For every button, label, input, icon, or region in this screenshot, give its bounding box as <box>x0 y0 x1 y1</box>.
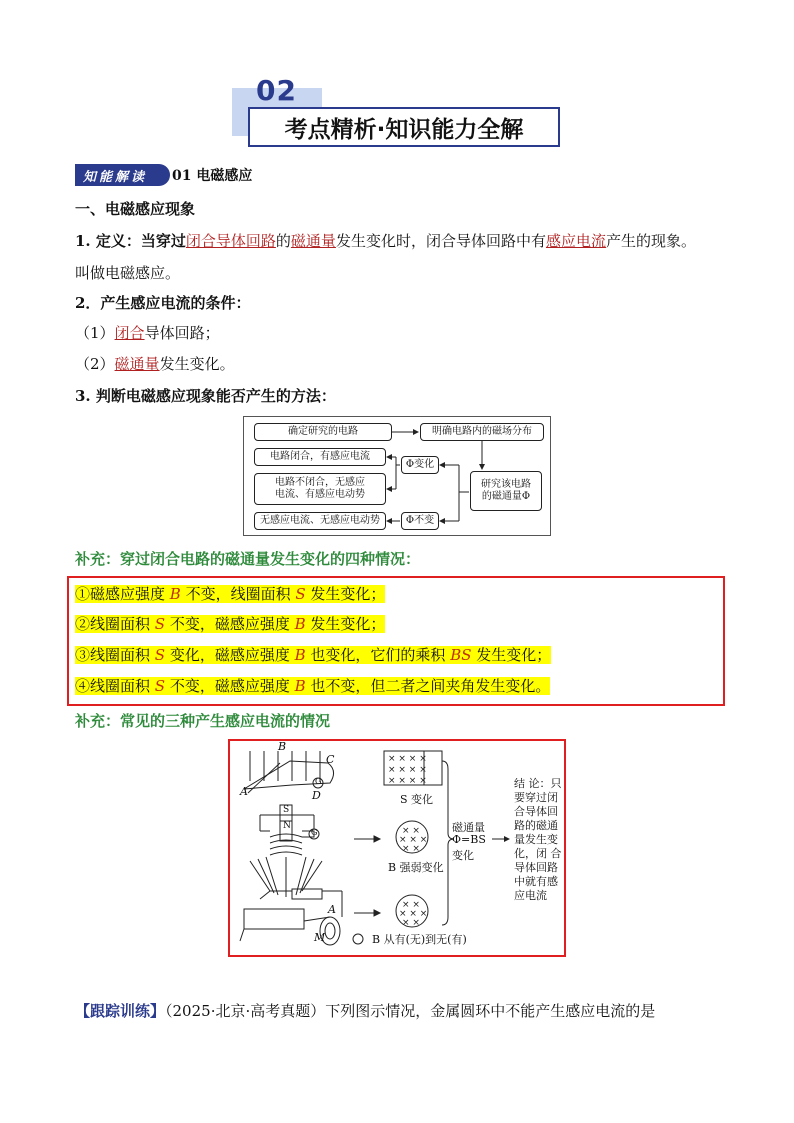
flow-box-open-line1: 电路不闭合，无感应 <box>275 477 365 488</box>
svg-text:× ×: × × <box>402 844 420 854</box>
magnet-N-label: N <box>283 821 291 831</box>
three-cases-figure <box>228 739 566 957</box>
flow-box-study-flux <box>470 471 542 511</box>
case3-a: ③线圈面积 <box>75 646 155 664</box>
label-D: D <box>312 789 321 802</box>
galvanometer-2-label: G <box>311 828 318 837</box>
conclusion-line: 中就有感 <box>514 875 558 888</box>
svg-text:× × × ×: × × × × <box>388 776 427 786</box>
conclusion-line: 结 论：只 <box>514 777 562 790</box>
cond2-term: 磁通量 <box>114 355 160 373</box>
flux-formula: Φ=BS <box>452 833 486 846</box>
case-4 <box>75 676 550 696</box>
label-A: A <box>240 785 248 798</box>
case4-c: 也不变，但二者之间夹角发生变化。 <box>305 677 551 695</box>
condition-2 <box>75 353 235 375</box>
def-term-current: 感应电流 <box>545 232 606 250</box>
case4-var-s: S <box>154 677 166 695</box>
flow-box-field-distribution: 明确电路内的磁场分布 <box>420 423 544 441</box>
case2-var-b: B <box>294 615 306 633</box>
def-suffix: 产生的现象。 <box>605 232 696 250</box>
flow-box-closed-circuit: 电路闭合，有感应电流 <box>254 448 386 466</box>
svg-text:× × × ×: × × × × <box>388 765 427 775</box>
cond1-suffix: 导体回路； <box>144 324 220 342</box>
condition-1 <box>75 322 220 344</box>
case2-c: 发生变化； <box>305 615 386 633</box>
caption-B-appears-disappears: B 从有(无)到无(有) <box>372 933 467 946</box>
conclusion-line: 量发生变 <box>514 833 558 846</box>
flow-box-open-circuit <box>254 473 386 505</box>
practice-tag: 【跟踪训练】 <box>75 1002 166 1020</box>
conclusion-line: 路的磁通 <box>514 819 558 832</box>
case1-var-b: B <box>169 585 181 603</box>
magnet-S-label: S <box>283 805 290 815</box>
section-number: 02 <box>256 74 297 107</box>
flowchart <box>243 416 551 536</box>
caption-B-strength-changes: B 强弱变化 <box>388 861 444 874</box>
flow-box-no-current: 无感应电流、无感应电动势 <box>254 512 386 530</box>
case2-a: ②线圈面积 <box>75 615 155 633</box>
def-term-closed-loop: 闭合导体回路 <box>185 232 276 250</box>
case-3 <box>75 645 551 665</box>
label-M: M <box>314 931 326 944</box>
four-cases-box <box>67 576 725 706</box>
cond2-suffix: 发生变化。 <box>159 355 235 373</box>
case3-d: 发生变化； <box>471 646 552 664</box>
case4-b: 不变，磁感应强度 <box>165 677 295 695</box>
cond1-prefix: （1） <box>75 324 115 342</box>
case3-c: 也变化，它们的乘积 <box>305 646 451 664</box>
svg-text:× × × ×: × × × × <box>388 754 427 764</box>
flow-box-study-line1: 研究该电路 <box>481 479 531 490</box>
case1-a: ①磁感应强度 <box>75 585 170 603</box>
definition-line-2: 叫做电磁感应。 <box>75 264 181 282</box>
method-title: 3. 判断电磁感应现象能否产生的方法： <box>75 387 336 405</box>
case2-b: 不变，磁感应强度 <box>165 615 295 633</box>
page-title: 考点精析·知识能力全解 <box>248 107 560 147</box>
supplement-four-cases-title: 补充：穿过闭合电路的磁通量发生变化的四种情况： <box>75 550 421 568</box>
practice-question <box>75 1000 755 1022</box>
label-C: C <box>326 753 335 766</box>
case1-c: 发生变化； <box>305 585 386 603</box>
case1-b: 不变，线圈面积 <box>180 585 296 603</box>
flow-box-determine-circuit: 确定研究的电路 <box>254 423 392 441</box>
flux-label: 磁通量 <box>452 821 485 834</box>
case4-a: ④线圈面积 <box>75 677 155 695</box>
flux-change-label: 变化 <box>452 849 474 862</box>
case3-b: 变化，磁感应强度 <box>165 646 295 664</box>
label-B: B <box>278 740 287 753</box>
cond2-prefix: （2） <box>75 355 115 373</box>
case3-var-s: S <box>154 646 166 664</box>
supplement-three-cases-title: 补充：常见的三种产生感应电流的情况 <box>75 712 331 730</box>
def-mid2: 发生变化时，闭合导体回路中有 <box>335 232 546 250</box>
flow-box-study-line2: 的磁通量Φ <box>481 491 531 502</box>
def-mid1: 的 <box>275 232 291 250</box>
conclusion-line: 要穿过闭 <box>514 791 558 804</box>
conclusion-line: 化，闭 合 <box>514 847 562 860</box>
svg-text:× ×: × × <box>402 826 420 836</box>
case-2 <box>75 614 385 634</box>
galvanometer-1-label: G <box>315 777 322 786</box>
case2-var-s: S <box>154 615 166 633</box>
practice-text: （2025·北京·高考真题）下列图示情况，金属圆环中不能产生感应电流的是 <box>165 1002 656 1020</box>
label-A2: A <box>328 903 336 916</box>
section-title: 01 电磁感应 <box>172 168 253 184</box>
conclusion-line: 应电流 <box>514 889 547 902</box>
def-prefix: 1. 定义：当穿过 <box>75 232 186 250</box>
flow-box-open-line2: 电流、有感应电动势 <box>275 489 365 500</box>
case1-var-s: S <box>295 585 306 603</box>
svg-text:× ×: × × <box>402 918 420 928</box>
case4-var-b: B <box>294 677 306 695</box>
conditions-title: 2．产生感应电流的条件： <box>75 294 251 312</box>
heading-phenomenon: 一、电磁感应现象 <box>75 200 196 218</box>
case3-var-bs: BS <box>450 646 472 664</box>
case-1 <box>75 584 385 604</box>
case3-var-b: B <box>294 646 306 664</box>
caption-S-changes: S 变化 <box>400 793 434 806</box>
section-tag: 知能解读 <box>75 164 170 186</box>
conclusion-text <box>514 777 564 903</box>
def-term-flux: 磁通量 <box>290 232 336 250</box>
svg-text:× × ×: × × × <box>399 909 428 919</box>
svg-text:× ×: × × <box>402 900 420 910</box>
conclusion-line: 导体回路 <box>514 861 558 874</box>
conclusion-line: 合导体回 <box>514 805 558 818</box>
flow-box-flux-changes: Φ变化 <box>401 456 439 474</box>
svg-text:× × ×: × × × <box>399 835 428 845</box>
flow-box-flux-unchanged: Φ不变 <box>401 512 439 530</box>
definition-line <box>75 230 755 252</box>
cond1-term: 闭合 <box>114 324 145 342</box>
